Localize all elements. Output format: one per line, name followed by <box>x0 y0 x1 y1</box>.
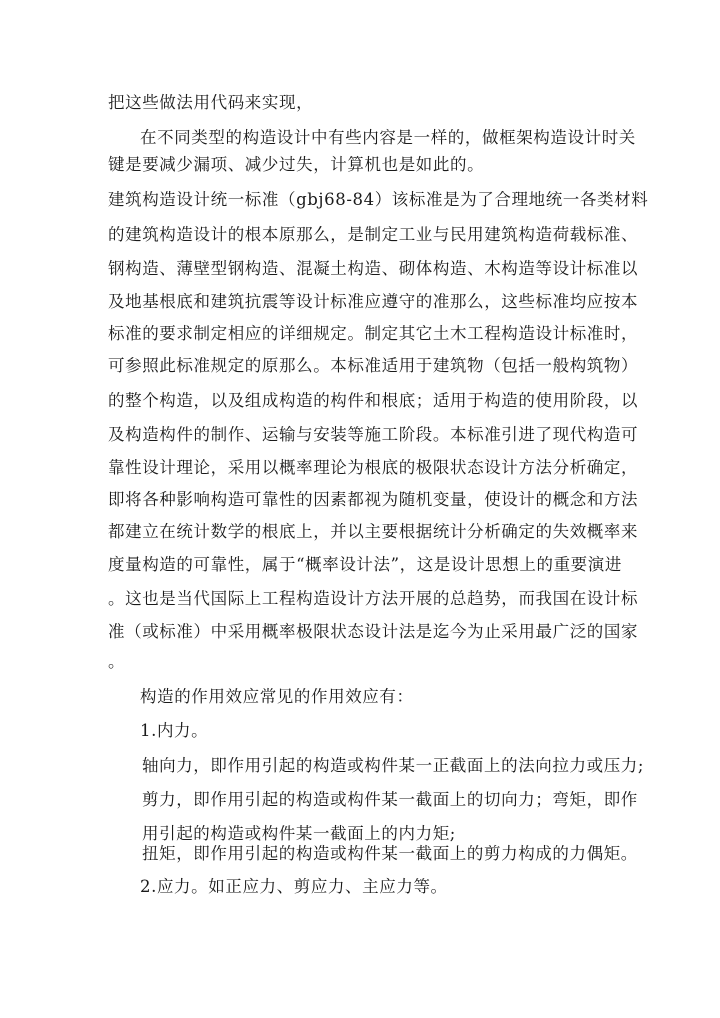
text-line-10: 的整个构造，以及组成构造的构件和根底；适用于构造的使用阶段，以 <box>108 391 639 410</box>
text-line-3: 键是要减少漏项、减少过失，计算机也是如此的。 <box>108 155 485 174</box>
text-line-8: 标准的要求制定相应的详细规定。制定其它土木工程构造设计标准时， <box>108 324 639 343</box>
text-line-9: 可参照此标准规定的原那么。本标准适用于建筑物（包括一般构筑物） <box>108 356 639 375</box>
text-line-25: 2.应力。如正应力、剪应力、主应力等。 <box>140 877 448 896</box>
text-line-16: 。这也是当代国际上工程构造设计方法开展的总趋势，而我国在设计标 <box>108 589 639 608</box>
text-line-22: 剪力，即作用引起的构造或构件某一截面上的切向力；弯矩，即作 <box>142 790 638 809</box>
text-line-15: 度量构造的可靠性，属于“概率设计法”，这是设计思想上的重要演进 <box>108 555 622 574</box>
text-line-4: 建筑构造设计统一标准（gbj68-84）该标准是为了合理地统一各类材料 <box>108 190 649 209</box>
text-line-18: 。 <box>108 652 126 671</box>
text-line-11: 及构造构件的制作、运输与安装等施工阶段。本标准引进了现代构造可 <box>108 425 639 444</box>
text-line-19: 构造的作用效应常见的作用效应有： <box>140 687 414 706</box>
text-line-1: 把这些做法用代码来实现， <box>108 93 314 112</box>
text-line-6: 钢构造、薄壁型钢构造、混凝土构造、砌体构造、木构造等设计标准以 <box>108 259 639 278</box>
text-line-2: 在不同类型的构造设计中有些内容是一样的，做框架构造设计时关 <box>140 128 636 147</box>
text-line-7: 及地基根底和建筑抗震等设计标准应遵守的准那么，这些标准均应按本 <box>108 292 639 311</box>
text-line-21: 轴向力，即作用引起的构造或构件某一正截面上的法向拉力或压力; <box>142 756 645 775</box>
text-line-24: 扭矩，即作用引起的构造或构件某一截面上的剪力构成的力偶矩。 <box>142 844 638 863</box>
text-line-17: 准（或标准）中采用概率极限状态设计法是迄今为止采用最广泛的国家 <box>108 622 639 641</box>
text-line-23: 用引起的构造或构件某一截面上的内力矩; <box>142 824 456 843</box>
text-line-12: 靠性设计理论，采用以概率理论为根底的极限状态设计方法分析确定， <box>108 458 639 477</box>
text-line-13: 即将各种影响构造可靠性的因素都视为随机变量，使设计的概念和方法 <box>108 490 639 509</box>
text-line-5: 的建筑构造设计的根本原那么，是制定工业与民用建筑构造荷载标准、 <box>108 225 639 244</box>
text-line-14: 都建立在统计数学的根底上，并以主要根据统计分析确定的失效概率来 <box>108 522 639 541</box>
text-line-20: 1.内力。 <box>140 721 209 740</box>
